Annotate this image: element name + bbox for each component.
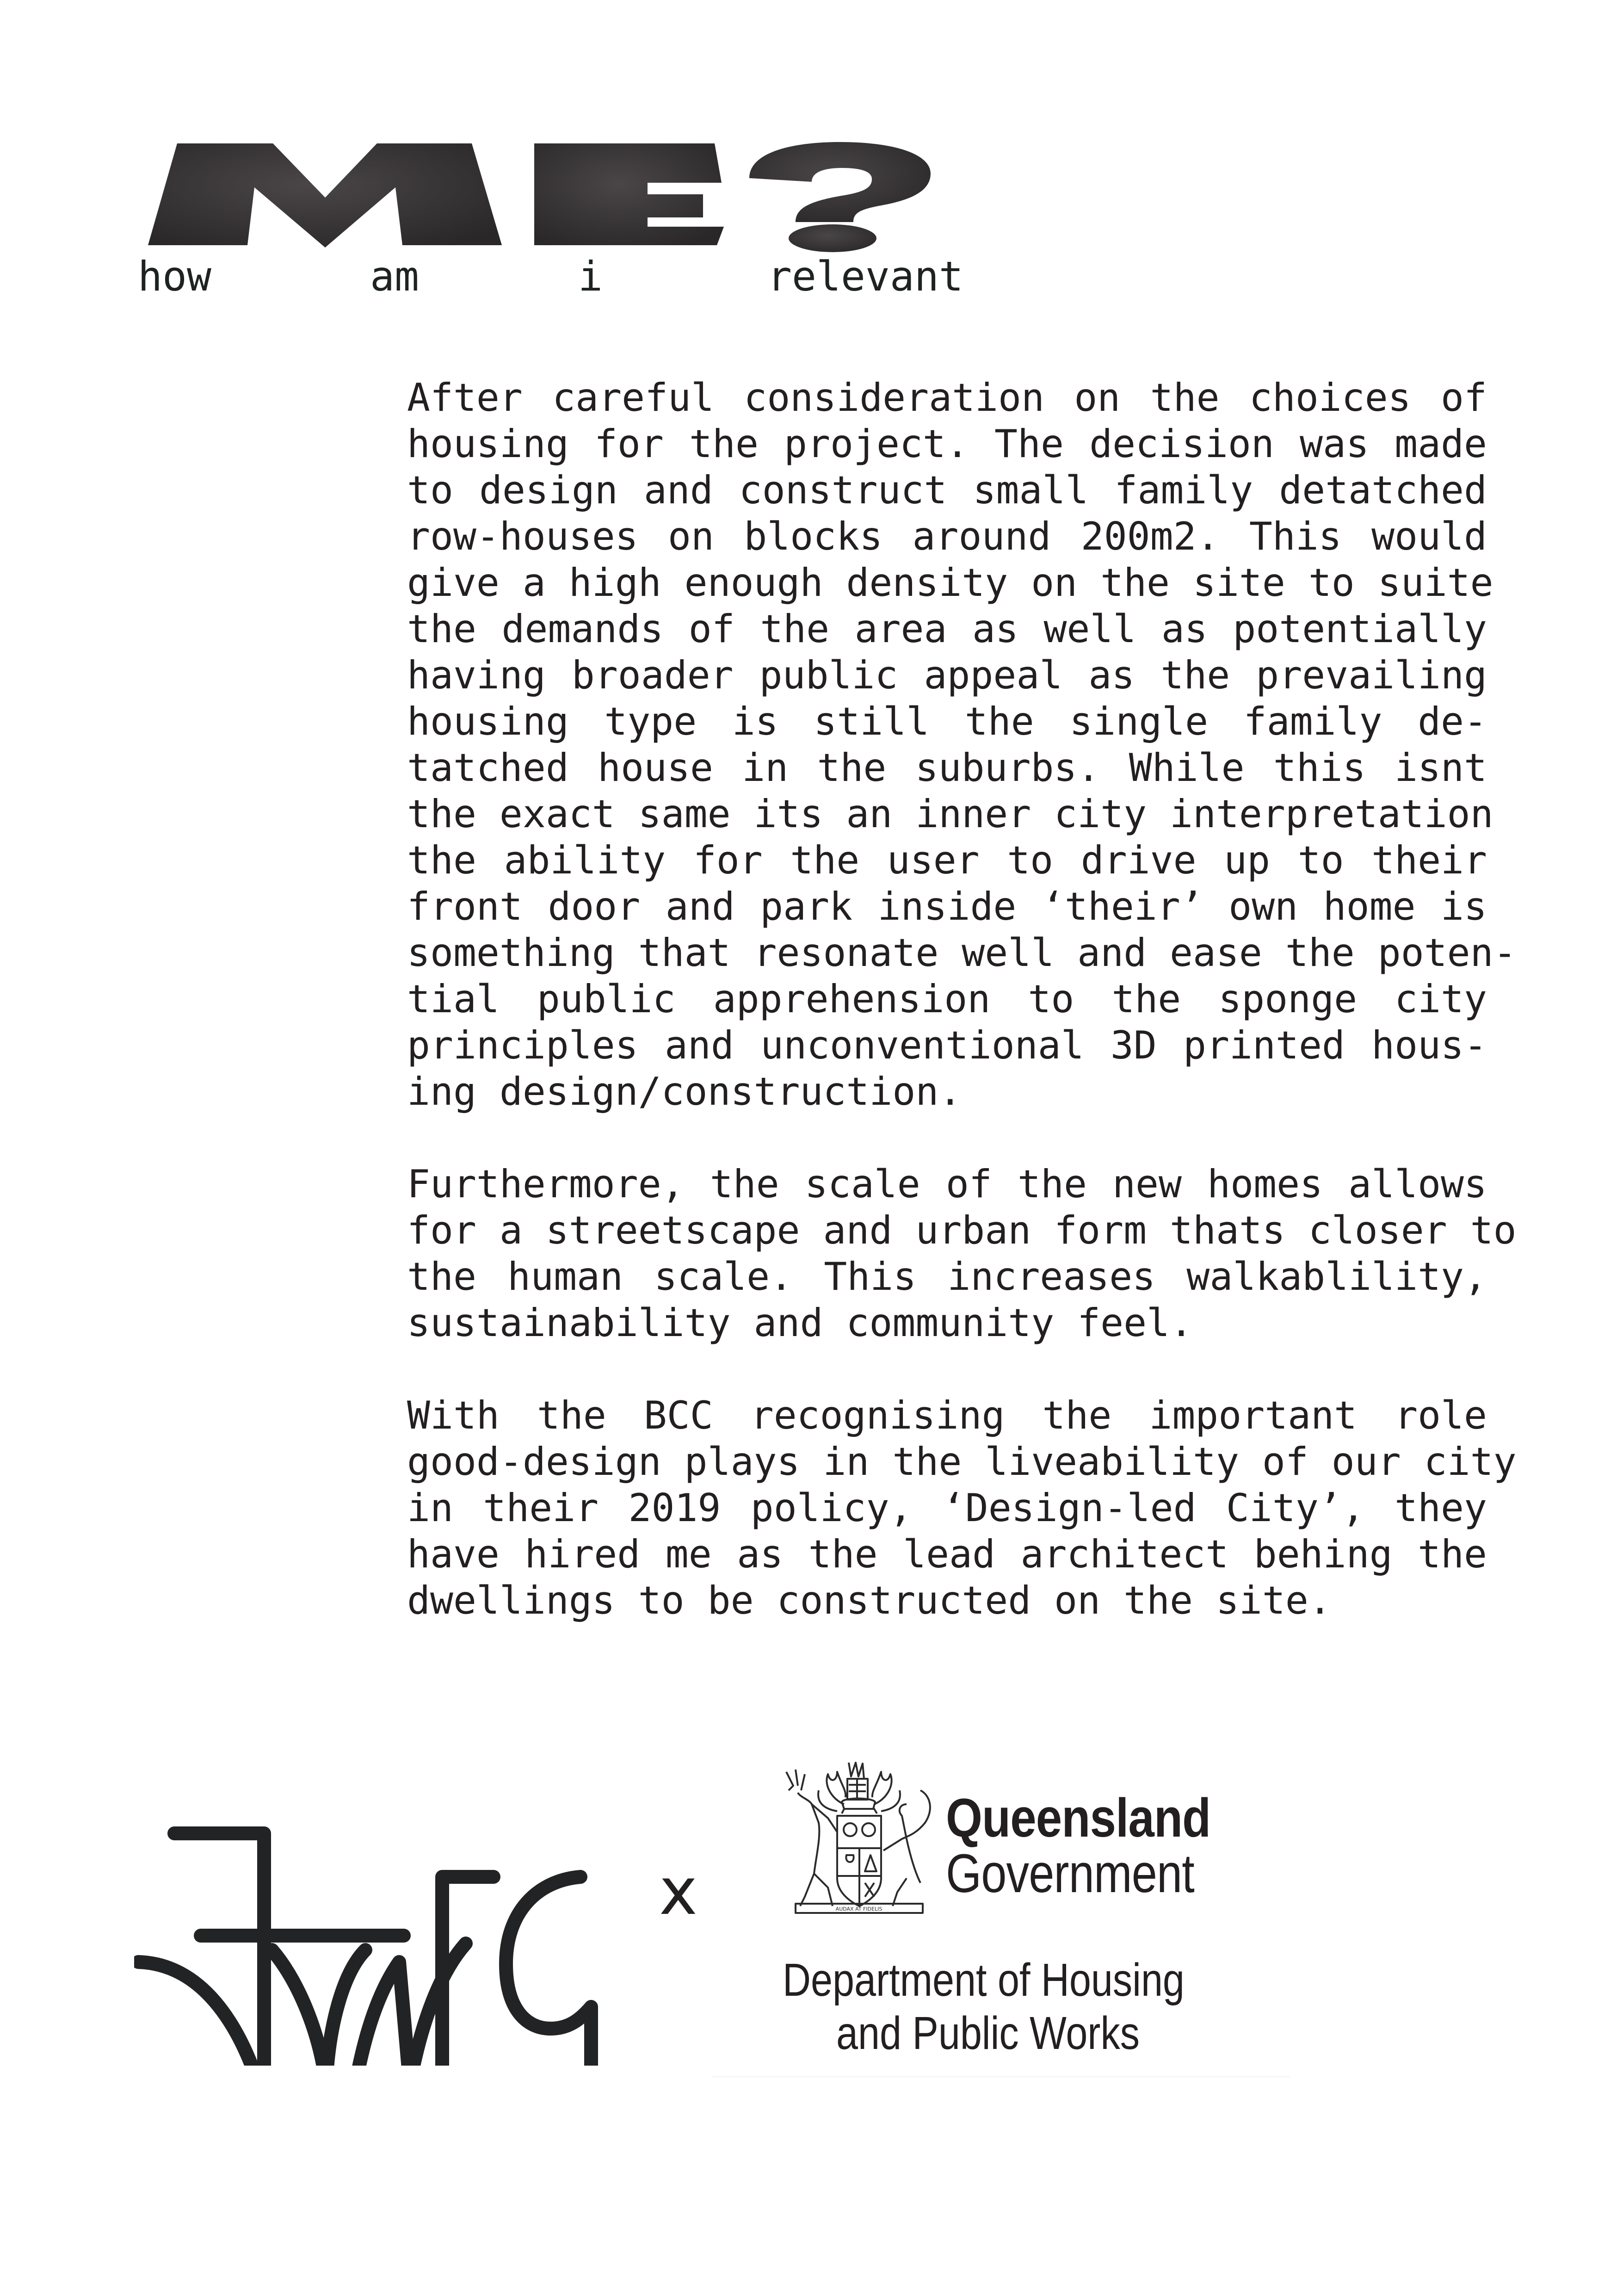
subtitle xyxy=(136,253,963,300)
text-line: Furthermore, the scale of the new homes allows xyxy=(407,1162,1487,1207)
text-line: to design and construct small family detatched xyxy=(407,468,1487,513)
text-line: housing for the project. The decision was made xyxy=(407,421,1487,466)
crest-motto: AUDAX AT FIDELIS xyxy=(835,1906,882,1912)
text-line: the human scale. This increases walkablility, xyxy=(407,1254,1487,1299)
text-line: in their 2019 policy, ‘Design-led City’, they xyxy=(407,1485,1487,1530)
subtitle-word-i: i xyxy=(578,253,603,300)
text-line: tatched house in the suburbs. While this isnt xyxy=(407,745,1487,790)
signature-logo xyxy=(134,1825,615,2066)
text-line: good-design plays in the liveability of our city xyxy=(407,1439,1517,1484)
subtitle-word-relevant: relevant xyxy=(767,253,963,300)
logo-divider xyxy=(712,2076,1290,2077)
paragraph-human-scale xyxy=(407,1161,1517,1346)
text-line: ing design/construction. xyxy=(407,1069,962,1114)
heading-question-dot xyxy=(789,224,876,252)
subtitle-word-am: am xyxy=(370,253,419,300)
text-line: With the BCC recognising the important role xyxy=(407,1393,1487,1438)
text-line: sustainability and community feel. xyxy=(407,1300,1193,1345)
text-line: having broader public appeal as the prevailing xyxy=(407,653,1487,698)
department-name-line-1: Department of Housing xyxy=(783,1954,1185,2006)
paragraph-bcc-policy xyxy=(407,1392,1517,1624)
text-line: row-houses on blocks around 200m2. This would xyxy=(407,514,1487,559)
text-line: housing type is still the single family de- xyxy=(407,699,1487,744)
heading-letter-m xyxy=(148,143,502,248)
body-text xyxy=(407,375,1517,1670)
text-line: tial public apprehension to the sponge city xyxy=(407,977,1487,1021)
text-line: give a high enough density on the site to suite xyxy=(407,560,1493,605)
subtitle-word-how: how xyxy=(138,253,211,300)
heading-me-logo xyxy=(139,136,953,252)
text-line: the demands of the area as well as potentially xyxy=(407,606,1487,651)
text-line: principles and unconventional 3D printed hous- xyxy=(407,1023,1487,1068)
text-line: have hired me as the lead architect behing the xyxy=(407,1532,1487,1577)
queensland-wordmark: Queensland xyxy=(946,1788,1211,1849)
signature-j-top xyxy=(174,1833,264,2066)
paragraph-housing-choice xyxy=(407,375,1517,1115)
text-line: dwellings to be constructed on the site. xyxy=(407,1578,1332,1623)
government-wordmark: Government xyxy=(946,1843,1195,1904)
department-name-line-2: and Public Works xyxy=(836,2007,1140,2059)
text-line: for a streetscape and urban form thats closer to xyxy=(407,1208,1517,1253)
text-line: After careful consideration on the choices of xyxy=(407,375,1487,420)
queensland-coat-of-arms-icon xyxy=(768,1758,946,1915)
text-line: something that resonate well and ease the poten- xyxy=(407,930,1517,975)
heading-letter-e xyxy=(534,143,724,245)
text-line: the ability for the user to drive up to their xyxy=(407,838,1487,883)
signature-m-stroke-1 xyxy=(272,1950,326,2066)
heading-question-mark xyxy=(749,142,931,222)
signature-left-swoosh xyxy=(138,1962,264,2066)
text-line: the exact same its an inner city interpretation xyxy=(407,792,1493,836)
collaboration-separator: x xyxy=(659,1854,697,1930)
text-line: front door and park inside ‘their’ own home is xyxy=(407,884,1487,929)
